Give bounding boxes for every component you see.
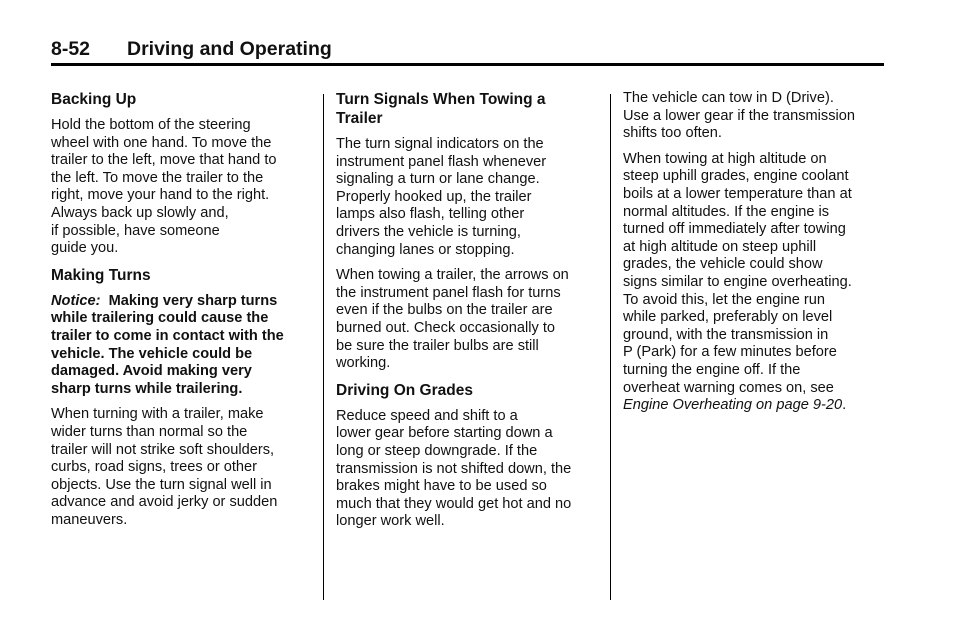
text-line: changing lanes or stopping. (336, 241, 515, 258)
text-line: boils at a lower temperature than at (623, 185, 852, 202)
text-line: long or steep downgrade. If the (336, 442, 538, 459)
text-line: at high altitude on steep uphill (623, 238, 817, 255)
text-line: wheel with one hand. To move the (51, 134, 272, 151)
column-divider (323, 94, 324, 600)
text-line: Always back up slowly and, (51, 204, 229, 221)
text-line: turning the engine off. If the (623, 361, 801, 378)
text-line: sharp turns while trailering. (51, 380, 243, 397)
column-right (623, 90, 885, 423)
text-line: trailer to the left, move that hand to (51, 152, 277, 169)
text-line: advance and avoid jerky or sudden (51, 494, 278, 511)
paragraph-backing-up (51, 117, 313, 258)
paragraph-turn-signals-2 (336, 267, 602, 373)
text-line: When turning with a trailer, make (51, 406, 264, 423)
text-line: vehicle. The vehicle could be (51, 345, 253, 362)
text-line: instrument panel flash whenever (336, 153, 547, 170)
column-left (51, 90, 313, 537)
text-line: grades, the vehicle could show (623, 256, 823, 273)
text-line: lamps also flash, telling other (336, 206, 525, 223)
heading-making-turns: Making Turns (51, 266, 151, 284)
text-line: P (Park) for a few minutes before (623, 344, 837, 361)
text-line: To avoid this, let the engine run (623, 291, 826, 308)
text-line: Use a lower gear if the transmission (623, 107, 855, 124)
text-line: working. (336, 355, 391, 372)
text-line: trailer to come in contact with the (51, 327, 284, 344)
text-line (623, 397, 885, 415)
text-line: Properly hooked up, the trailer (336, 188, 532, 205)
text-line: Hold the bottom of the steering (51, 117, 251, 133)
text-line: When towing a trailer, the arrows on (336, 267, 569, 284)
column-middle (336, 90, 602, 539)
sentence-end: . (842, 397, 847, 414)
notice-label: Notice: (51, 292, 101, 309)
text-line: The turn signal indicators on the (336, 136, 544, 152)
text-line: signs similar to engine overheating. (623, 273, 852, 290)
header-rule (51, 63, 884, 66)
text-line: turned off immediately after towing (623, 221, 846, 238)
text-line: transmission is not shifted down, the (336, 460, 572, 477)
heading-driving-on-grades: Driving On Grades (336, 381, 473, 399)
text-line (51, 293, 313, 311)
text-line: while trailering could cause the (51, 310, 269, 327)
text-line: brakes might have to be used so (336, 478, 547, 495)
paragraph-making-turns (51, 406, 313, 529)
text-line: trailer will not strike soft shoulders, (51, 441, 275, 458)
text-line: ground, with the transmission in (623, 326, 829, 343)
text-line: longer work well. (336, 513, 445, 530)
text-line: damaged. Avoid making very (51, 363, 252, 380)
section-title: Driving and Operating (127, 38, 332, 60)
page-header (51, 38, 884, 62)
notice-first-line: Making very sharp turns (108, 292, 278, 309)
cross-reference-link[interactable]: Engine Overheating on page 9-20 (623, 397, 843, 414)
text-line: signaling a turn or lane change. (336, 171, 540, 188)
text-line: The vehicle can tow in D (Drive). (623, 90, 834, 106)
text-line: normal altitudes. If the engine is (623, 203, 830, 220)
text-line: objects. Use the turn signal well in (51, 476, 272, 493)
text-line: if possible, have someone (51, 222, 220, 239)
paragraph-driving-on-grades (336, 408, 602, 531)
text-line: maneuvers. (51, 511, 128, 528)
page-number: 8-52 (51, 38, 91, 60)
text-line: steep uphill grades, engine coolant (623, 168, 849, 185)
text-line: wider turns than normal so the (51, 423, 248, 440)
text-line: much that they would get hot and no (336, 495, 572, 512)
text-line: the left. To move the trailer to the (51, 169, 264, 186)
column-divider (610, 94, 611, 600)
heading-line: Turn Signals When Towing a (336, 91, 546, 108)
text-line: guide you. (51, 240, 119, 257)
text-line: shifts too often. (623, 125, 722, 142)
text-line: lower gear before starting down a (336, 425, 553, 442)
text-line: When towing at high altitude on (623, 150, 827, 167)
text-line: overheat warning comes on, see (623, 379, 834, 396)
text-line: burned out. Check occasionally to (336, 319, 556, 336)
paragraph-turn-signals-1 (336, 136, 602, 259)
text-line: right, move your hand to the right. (51, 187, 270, 204)
paragraph-high-altitude (623, 151, 885, 415)
text-line: while parked, preferably on level (623, 309, 833, 326)
text-line: be sure the trailer bulbs are still (336, 337, 539, 354)
text-line: the instrument panel flash for turns (336, 284, 561, 301)
text-line: drivers the vehicle is turning, (336, 223, 521, 240)
text-line: curbs, road signs, trees or other (51, 459, 258, 476)
text-line: Reduce speed and shift to a (336, 407, 518, 424)
notice-paragraph (51, 293, 313, 399)
heading-backing-up: Backing Up (51, 91, 137, 108)
paragraph-tow-in-drive (623, 90, 885, 143)
text-line: even if the bulbs on the trailer are (336, 302, 553, 319)
heading-turn-signals (336, 90, 602, 128)
heading-line: Trailer (336, 110, 383, 127)
